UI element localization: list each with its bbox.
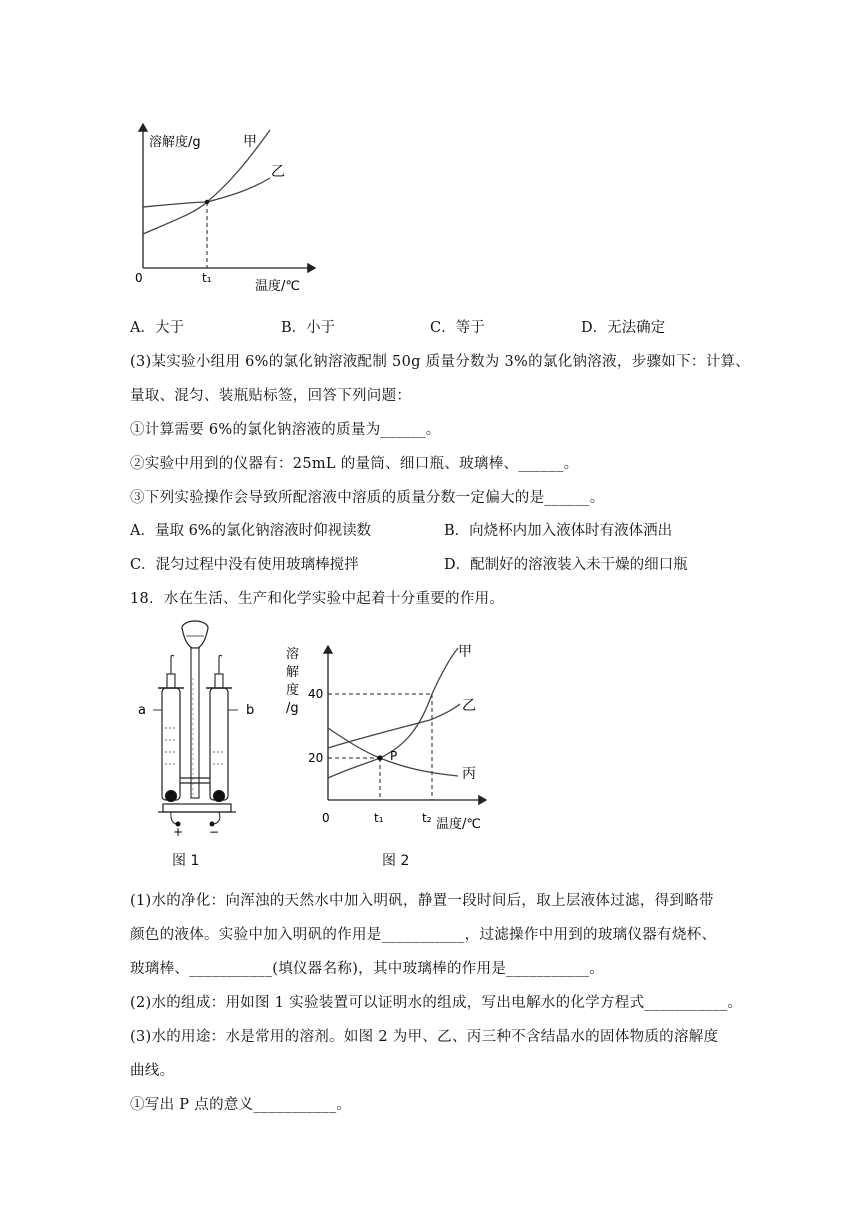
q3-option-d: D．配制好的溶液装入未干燥的细口瓶 (444, 557, 688, 573)
q18-p3-line2: 曲线。 (130, 1063, 175, 1079)
origin-label: 0 (135, 271, 143, 285)
solubility-figure-top (125, 118, 325, 298)
x-tick-t1: t₁ (202, 271, 212, 285)
curve-label-yi: 乙 (271, 164, 285, 180)
q3-option-b: B．向烧杯内加入液体时有液体洒出 (444, 523, 673, 539)
q18-p3-line1: (3)水的用途：水是常用的溶剂。如图 2 为甲、乙、丙三种不含结晶水的固体物质的溶解度 (130, 1029, 719, 1045)
q3-sub3: ③下列实验操作会导致所配溶液中溶质的质量分数一定偏大的是______。 (130, 490, 605, 506)
y-axis-label: 溶解度/g (149, 135, 201, 150)
option-c: C．等于 (430, 320, 485, 336)
figure1-caption: 图 1 (172, 853, 200, 869)
fig2-y-tick-20: 20 (308, 751, 324, 765)
plus-terminal: + (173, 825, 184, 836)
q18-p1-line2: 颜色的液体。实验中加入明矾的作用是___________，过滤操作中用到的玻璃仪器有烧杯、 (130, 927, 717, 943)
solubility-figure-2 (280, 628, 500, 836)
fig2-ylabel-3: 度 (286, 683, 300, 698)
q18-title: 18．水在生活、生产和化学实验中起着十分重要的作用。 (130, 591, 505, 607)
fig2-ylabel-2: 解 (286, 665, 300, 680)
fig2-x-axis-label: 温度/℃ (436, 817, 481, 832)
q3-line2: 量取、混匀、装瓶贴标签，回答下列问题： (130, 388, 412, 404)
q18-p3-sub1: ①写出 P 点的意义___________。 (130, 1097, 352, 1113)
electrolysis-apparatus (130, 618, 270, 836)
q18-p1-line3: 玻璃棒、___________(填仪器名称)，其中玻璃棒的作用是___________。 (130, 961, 605, 977)
fig2-x-tick-t1: t₁ (374, 811, 384, 825)
fig2-origin: 0 (322, 811, 330, 825)
tube-label-b: b (246, 703, 255, 718)
fig2-y-tick-40: 40 (308, 687, 324, 701)
curve-label-jia: 甲 (243, 134, 257, 150)
fig2-curve-label-yi: 乙 (462, 698, 476, 714)
q3-line1: (3)某实验小组用 6%的氯化钠溶液配制 50g 质量分数为 3%的氯化钠溶液，步骤如下：计算、 (130, 354, 751, 370)
q18-p1-line1: (1)水的净化：向浑浊的天然水中加入明矾，静置一段时间后，取上层液体过滤，得到略带 (130, 893, 714, 909)
x-axis-label: 温度/℃ (255, 279, 300, 294)
fig2-curve-label-bing: 丙 (462, 766, 476, 782)
tube-label-a: a (138, 703, 146, 718)
fig2-point-label: P (390, 749, 398, 763)
q3-option-c: C．混匀过程中没有使用玻璃棒搅拌 (130, 557, 359, 573)
fig2-ylabel-4: /g (286, 701, 299, 716)
q3-sub2: ②实验中用到的仪器有：25mL 的量筒、细口瓶、玻璃棒、______。 (130, 456, 579, 472)
fig2-curve-label-jia: 甲 (458, 644, 472, 660)
option-d: D．无法确定 (581, 320, 666, 336)
fig2-x-tick-t2: t₂ (422, 811, 432, 825)
point-p (377, 755, 382, 760)
option-b: B．小于 (281, 320, 336, 336)
fig2-ylabel-1: 溶 (286, 647, 300, 662)
figure2-caption: 图 2 (382, 853, 410, 869)
q3-option-a: A．量取 6%的氯化钠溶液时仰视读数 (130, 523, 372, 539)
option-a: A．大于 (130, 320, 184, 336)
q18-p2: (2)水的组成：用如图 1 实验装置可以证明水的组成，写出电解水的化学方程式___________。 (130, 995, 743, 1011)
minus-terminal: − (209, 825, 220, 836)
q3-sub1: ①计算需要 6%的氯化钠溶液的质量为______。 (130, 422, 441, 438)
